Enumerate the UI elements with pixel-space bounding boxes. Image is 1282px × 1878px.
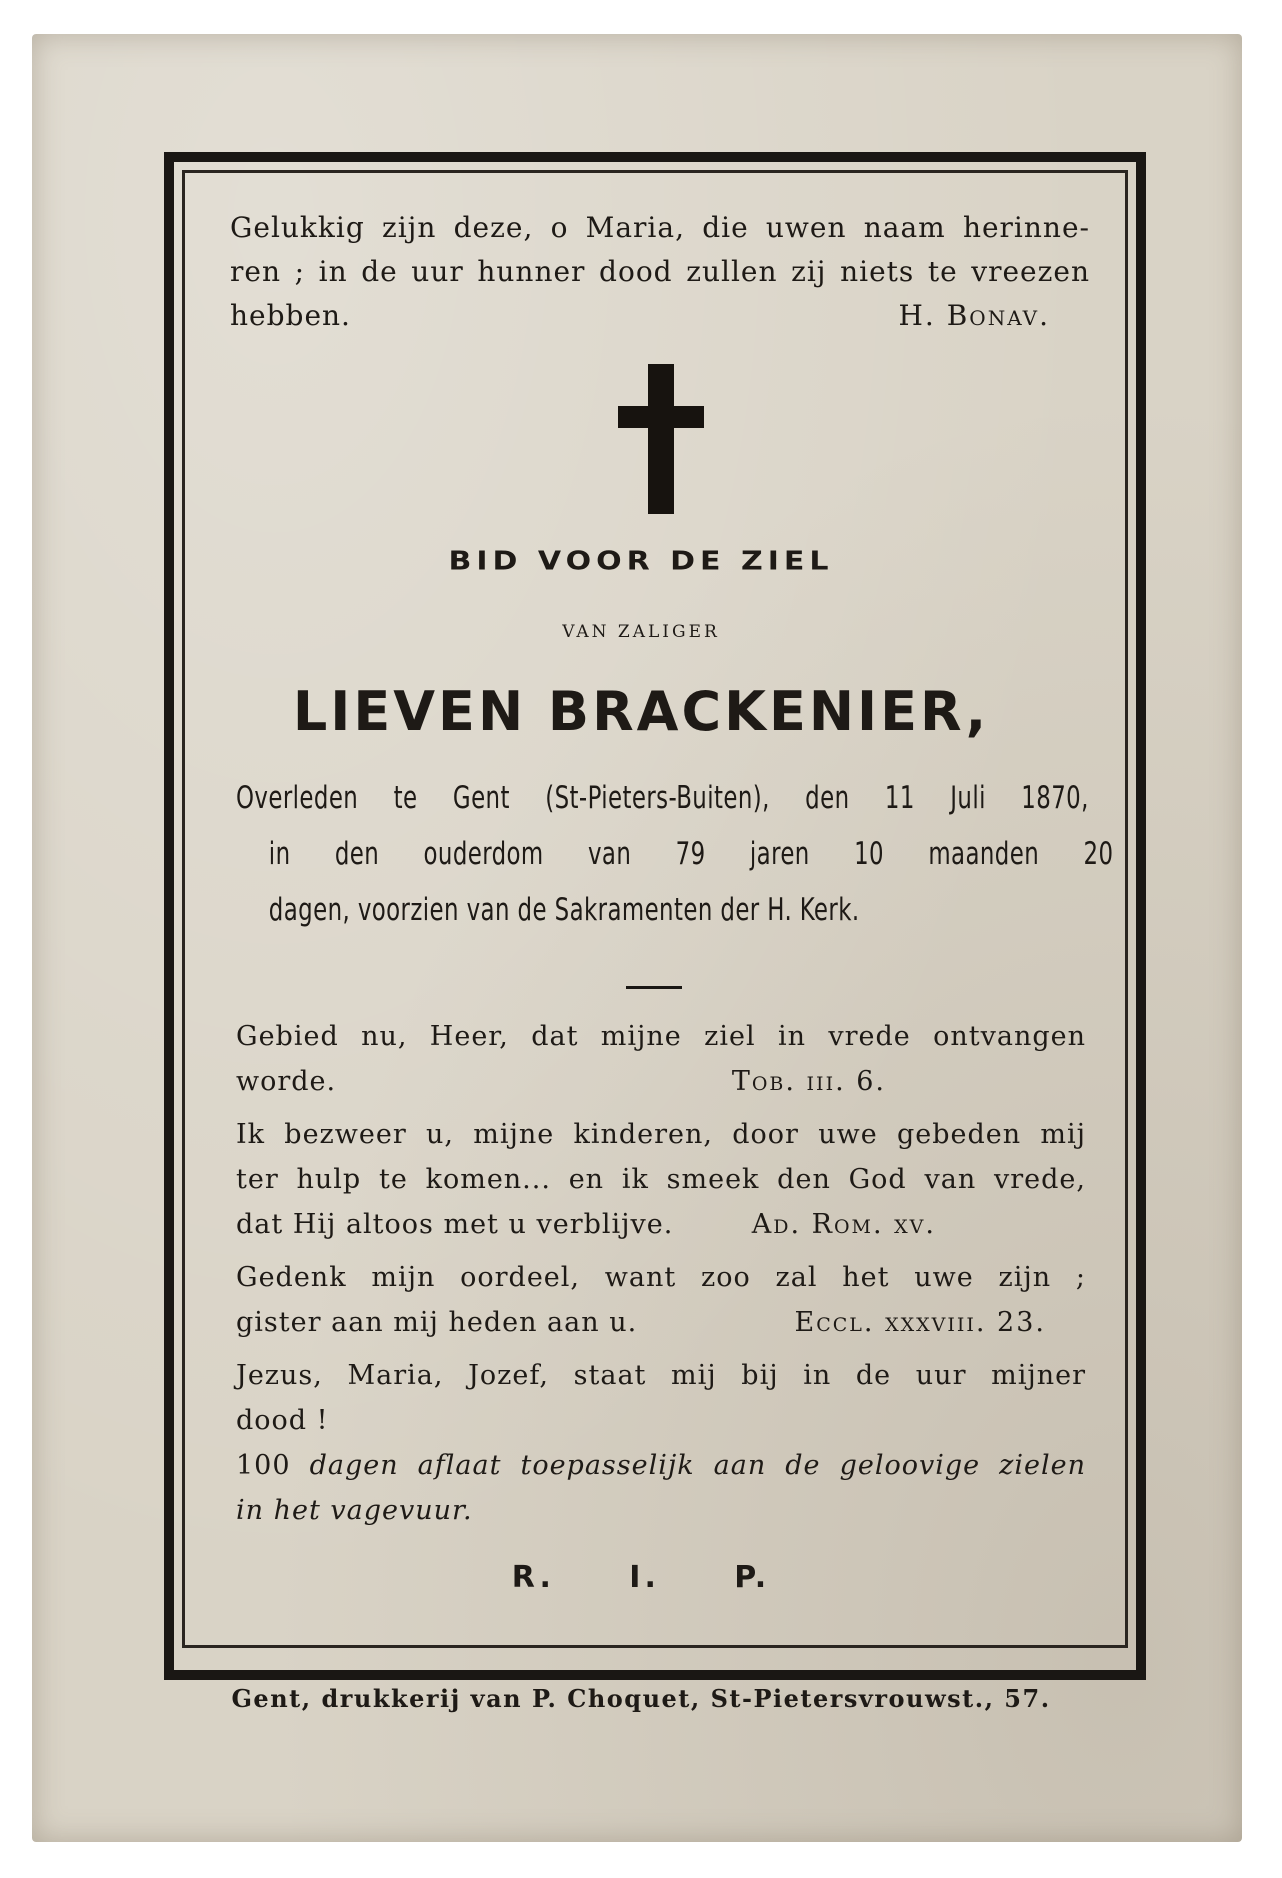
prayer-source: Ad. Rom. xv. — [751, 1209, 936, 1240]
quote-source: H. Bonav. — [898, 299, 1050, 332]
prayer-line: dat Hij altoos met u verblijve. — [236, 1209, 674, 1240]
details-line: in den ouderdom van 79 jaren 10 maanden 20 — [268, 836, 1114, 872]
prayer-line: gister aan mij heden aan u. — [236, 1307, 638, 1338]
death-details — [236, 770, 1114, 938]
printer-imprint: Gent, drukkerij van P. Choquet, St-Pietersvrouwst., 57. — [231, 1684, 1051, 1713]
quote-line: hebben. — [230, 299, 351, 332]
cross-icon — [618, 364, 704, 514]
prayer-line: Jezus, Maria, Jozef, staat mij bij in de uur mijner — [236, 1360, 1086, 1391]
prayers — [236, 1014, 1086, 1533]
indulgence-count: 100 — [236, 1450, 291, 1481]
rip: R. I. P. — [511, 1560, 771, 1595]
subheading: VAN ZALIGER — [562, 622, 720, 642]
heading: BID VOOR DE ZIEL — [448, 546, 834, 577]
indulgence-text: dagen aflaat toepasselijk aan de geloovige zielen — [309, 1450, 1087, 1481]
prayer-source: Tob. iii. 6. — [731, 1066, 886, 1097]
details-line: dagen, voorzien van de Sakramenten der H. Kerk. — [268, 892, 860, 928]
prayer-line: Ik bezweer u, mijne kinderen, door uwe gebeden mij — [236, 1119, 1086, 1150]
deceased-name: LIEVEN BRACKENIER, — [292, 680, 990, 743]
indulgence-line — [236, 1443, 1086, 1488]
prayer-line: dood ! — [236, 1405, 329, 1436]
opening-quote — [230, 206, 1090, 338]
quote-line: Gelukkig zijn deze, o Maria, die uwen naam herinne- — [230, 211, 1090, 244]
indulgence-text: in het vagevuur. — [236, 1495, 473, 1526]
quote-line: ren ; in de uur hunner dood zullen zij niets te vreezen — [230, 255, 1090, 288]
divider — [626, 986, 682, 989]
prayer-source: Eccl. xxxviii. 23. — [794, 1307, 1046, 1338]
prayer-line: worde. — [236, 1066, 337, 1097]
prayer-line: ter hulp te komen... en ik smeek den God van vrede, — [236, 1164, 1086, 1195]
prayer-line: Gedenk mijn oordeel, want zoo zal het uwe zijn ; — [236, 1262, 1086, 1293]
prayer-line: Gebied nu, Heer, dat mijne ziel in vrede ontvangen — [236, 1021, 1086, 1052]
details-line: Overleden te Gent (St-Pieters-Buiten), den 11 Juli 1870, — [236, 780, 1089, 816]
